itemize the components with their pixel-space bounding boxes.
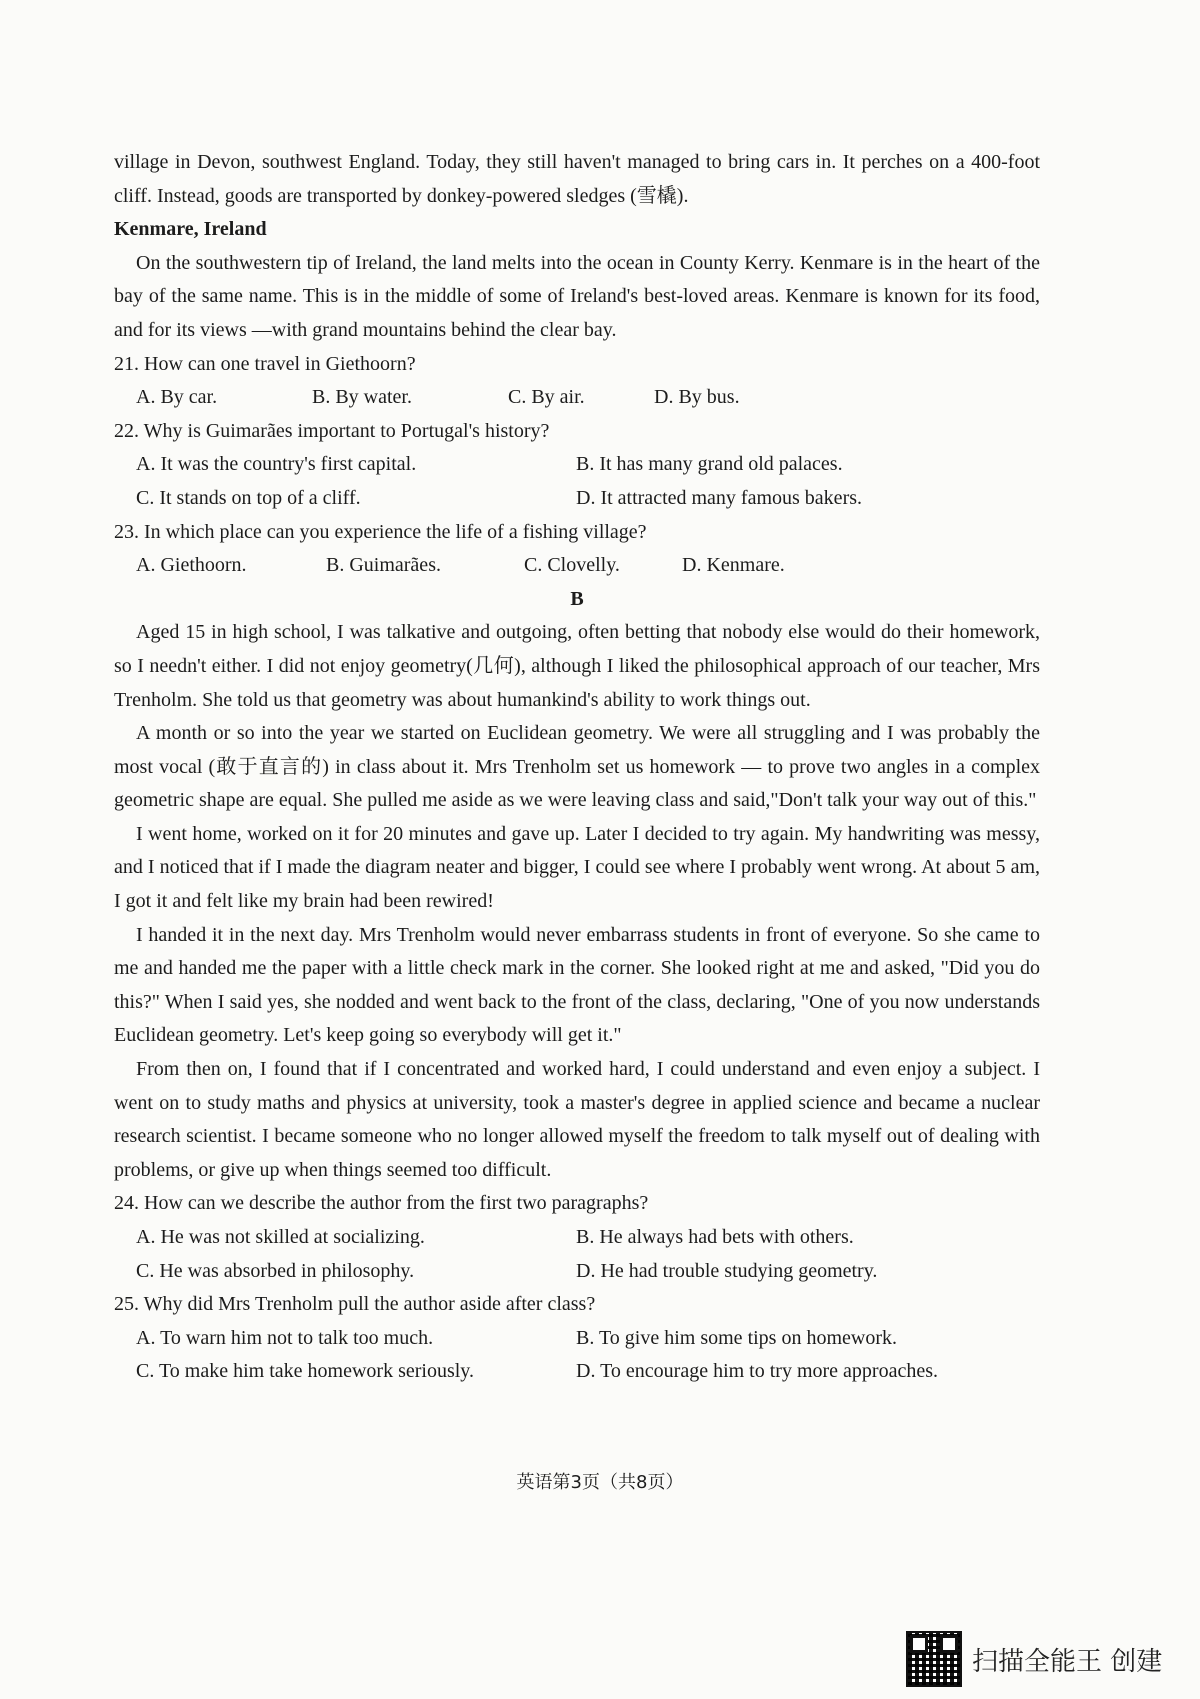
qr-code-icon [906,1631,962,1687]
question-22-option-a: A. It was the country's first capital. [136,453,417,476]
question-25-option-b: B. To give him some tips on homework. [576,1326,897,1349]
question-21-option-b: B. By water. [312,386,412,409]
question-23-option-a: A. Giethoorn. [136,554,247,577]
question-21-option-a: A. By car. [136,386,218,409]
question-23-option-c: C. Clovelly. [524,554,620,577]
passage-b-paragraph-3: I went home, worked on it for 20 minutes and gave up. Later I decided to try again. My handwriting was messy, and I noticed that if I made the diagram neater and bigger, I could see where I probably went wrong. At about 5 am, I got it and felt like my brain had been rewired! [114,822,1040,913]
watermark-text: 扫描全能王 创建 [972,1646,1163,1677]
question-23-option-b: B. Guimarães. [326,554,441,577]
question-25-stem: 25. Why did Mrs Trenholm pull the author aside after class? [114,1293,596,1316]
question-21-option-d: D. By bus. [654,386,740,409]
question-22-options-row2 [114,482,1040,516]
kenmare-paragraph: On the southwestern tip of Ireland, the land melts into the ocean in County Kerry. Kenmare is in the heart of the bay of the same name. This is in the middle of some of Ireland's best-loved areas. Kenmare is known for its food, and for its views —with grand mountains behind the clear bay. [114,251,1040,341]
question-24-option-a: A. He was not skilled at socializing. [136,1226,425,1248]
question-24-option-c: C. He was absorbed in philosophy. [136,1259,415,1282]
passage-b-paragraph-5: From then on, I found that if I concentrated and worked hard, I could understand and even enjoy a subject. I went on to study maths and physics at university, took a master's degree in applied science and became a nuclear research scientist. I became someone who no longer allowed myself the freedom to talk myself out of dealing with problems, or give up when things seemed too difficult. [114,1058,1040,1181]
question-25-options-row2 [114,1355,1040,1389]
question-23-stem: 23. In which place can you experience the life of a fishing village? [114,520,647,543]
passage-b-paragraph-2: A month or so into the year we started on Euclidean geometry. We were all struggling and I was probably the most vocal (敢于直言的) in class about it. Mrs Trenholm set us homework — to prove two angles in a complex geometric shape are equal. She pulled me aside as we were leaving class and said,"Don't talk your way out of this." [114,722,1040,812]
question-22-option-c: C. It stands on top of a cliff. [136,486,361,509]
question-25-option-a: A. To warn him not to talk too much. [136,1326,434,1349]
section-b-label: B [570,587,584,610]
question-24-options-row1 [114,1221,1040,1255]
question-22-options-row1 [114,448,1040,482]
question-22-stem: 22. Why is Guimarães important to Portugal's history? [114,419,550,442]
kenmare-heading: Kenmare, Ireland [114,218,267,241]
page-footer: 英语第3页（共8页） [516,1472,684,1493]
scanner-watermark [906,1630,1162,1688]
question-24-options-row2 [114,1255,1040,1289]
question-25-options-row1 [114,1322,1040,1356]
question-22-option-d: D. It attracted many famous bakers. [576,486,863,509]
question-21-option-c: C. By air. [508,386,585,409]
question-21-options [114,381,1040,415]
question-23-options [114,549,1040,583]
question-24-option-d: D. He had trouble studying geometry. [576,1259,878,1282]
clovelly-paragraph-end: village in Devon, southwest England. Today, they still haven't managed to bring cars in. It perches on a 400-foot cliff. Instead, goods are transported by donkey-powered sledges (雪橇). [114,151,1040,207]
passage-b-paragraph-4: I handed it in the next day. Mrs Trenholm would never embarrass students in front of everyone. So she came to me and handed me the paper with a little check mark in the corner. She looked right at me and asked, "Did you do this?" When I said yes, she nodded and went back to the front of the class, declaring, "One of you now understands Euclidean geometry. Let's keep going so everybody will get it." [114,923,1040,1047]
question-23-option-d: D. Kenmare. [682,554,785,577]
question-24-stem: 24. How can we describe the author from the first two paragraphs? [114,1192,649,1215]
page-content [114,146,1040,1389]
question-25-option-c: C. To make him take homework seriously. [136,1360,474,1383]
question-24-option-b: B. He always had bets with others. [576,1226,854,1248]
question-25-option-d: D. To encourage him to try more approaches. [576,1360,939,1383]
question-22-option-b: B. It has many grand old palaces. [576,453,843,476]
question-21-stem: 21. How can one travel in Giethoorn? [114,352,416,375]
passage-b-paragraph-1: Aged 15 in high school, I was talkative and outgoing, often betting that nobody else would do their homework, so I needn't either. I did not enjoy geometry(几何), although I liked the philosophical approach of our teacher, Mrs Trenholm. She told us that geometry was about humankind's ability to work things out. [114,621,1040,711]
